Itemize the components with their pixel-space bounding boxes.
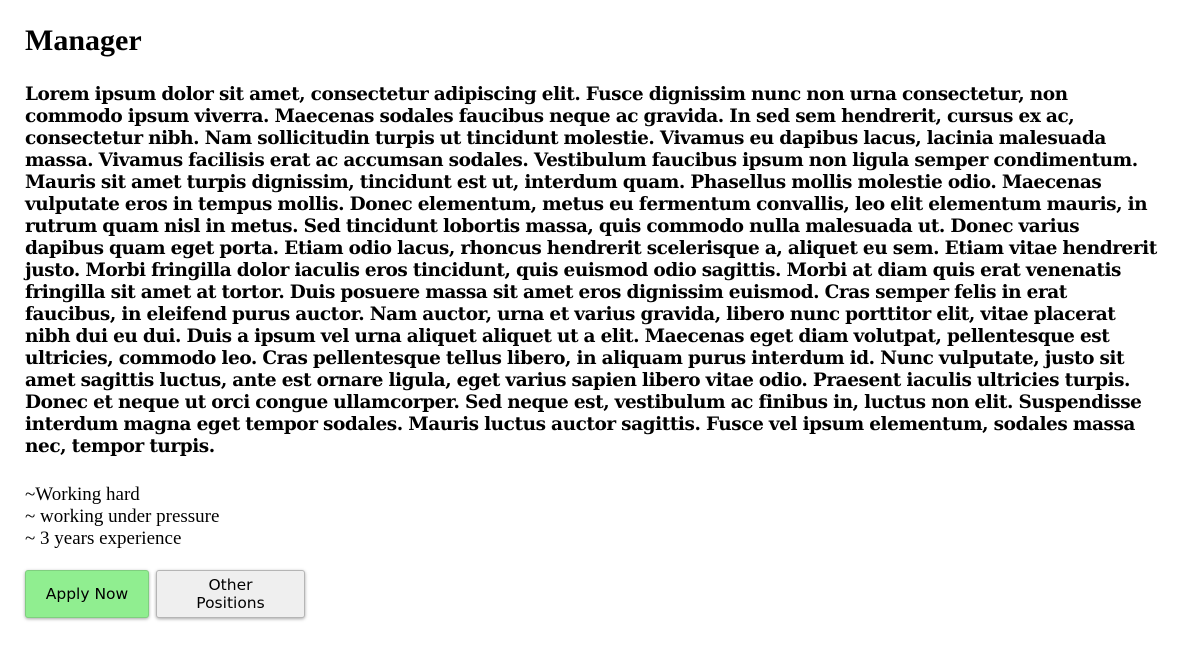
requirement-item: ~ working under pressure [25,506,220,527]
requirements-list [25,484,1158,550]
other-positions-button[interactable]: Other Positions [156,570,305,618]
apply-now-button[interactable]: Apply Now [25,570,149,618]
action-buttons [25,570,1158,618]
requirement-item: ~Working hard [25,484,140,505]
job-description: Lorem ipsum dolor sit amet, consectetur adipiscing elit. Fusce dignissim nunc non urna consectetur, non commodo ipsum viverra. Maecenas sodales faucibus neque ac gravida. In sed sem hendrerit, cursus ex ac, consectetur nibh. Nam sollicitudin turpis ut tincidunt molestie. Vivamus eu dapibus lacus, lacinia malesuada massa. Vivamus facilisis erat ac accumsan sodales. Vestibulum faucibus ipsum non ligula semper condimentum. Mauris sit amet turpis dignissim, tincidunt est ut, interdum quam. Phasellus mollis molestie odio. Maecenas vulputate eros in tempus mollis. Donec elementum, metus eu fermentum convallis, leo elit elementum mauris, in rutrum quam nisl in metus. Sed tincidunt lobortis massa, quis commodo nulla malesuada ut. Donec varius dapibus quam eget porta. Etiam odio lacus, rhoncus hendrerit scelerisque a, aliquet eu sem. Etiam vitae hendrerit justo. Morbi fringilla dolor iaculis eros tincidunt, quis euismod odio sagittis. Morbi at diam quis erat venenatis fringilla sit amet at tortor. Duis posuere massa sit amet eros dignissim euismod. Cras semper felis in erat faucibus, in eleifend purus auctor. Nam auctor, urna et varius gravida, libero nunc porttitor elit, vitae placerat nibh dui eu dui. Duis a ipsum vel urna aliquet aliquet ut a elit. Maecenas eget diam volutpat, pellentesque est ultricies, commodo leo. Cras pellentesque tellus libero, in aliquam purus interdum id. Nunc vulputate, justo sit amet sagittis luctus, ante est ornare ligula, eget varius sapien libero vitae odio. Praesent iaculis ultricies turpis. Donec et neque ut orci congue ullamcorper. Sed neque est, vestibulum ac finibus in, luctus non elit. Suspendisse interdum magna eget tempor sodales. Mauris luctus auctor sagittis. Fusce vel ipsum elementum, sodales massa nec, tempor turpis. [25,84,1157,457]
job-title: Manager [25,24,142,57]
requirement-item: ~ 3 years experience [25,528,182,549]
